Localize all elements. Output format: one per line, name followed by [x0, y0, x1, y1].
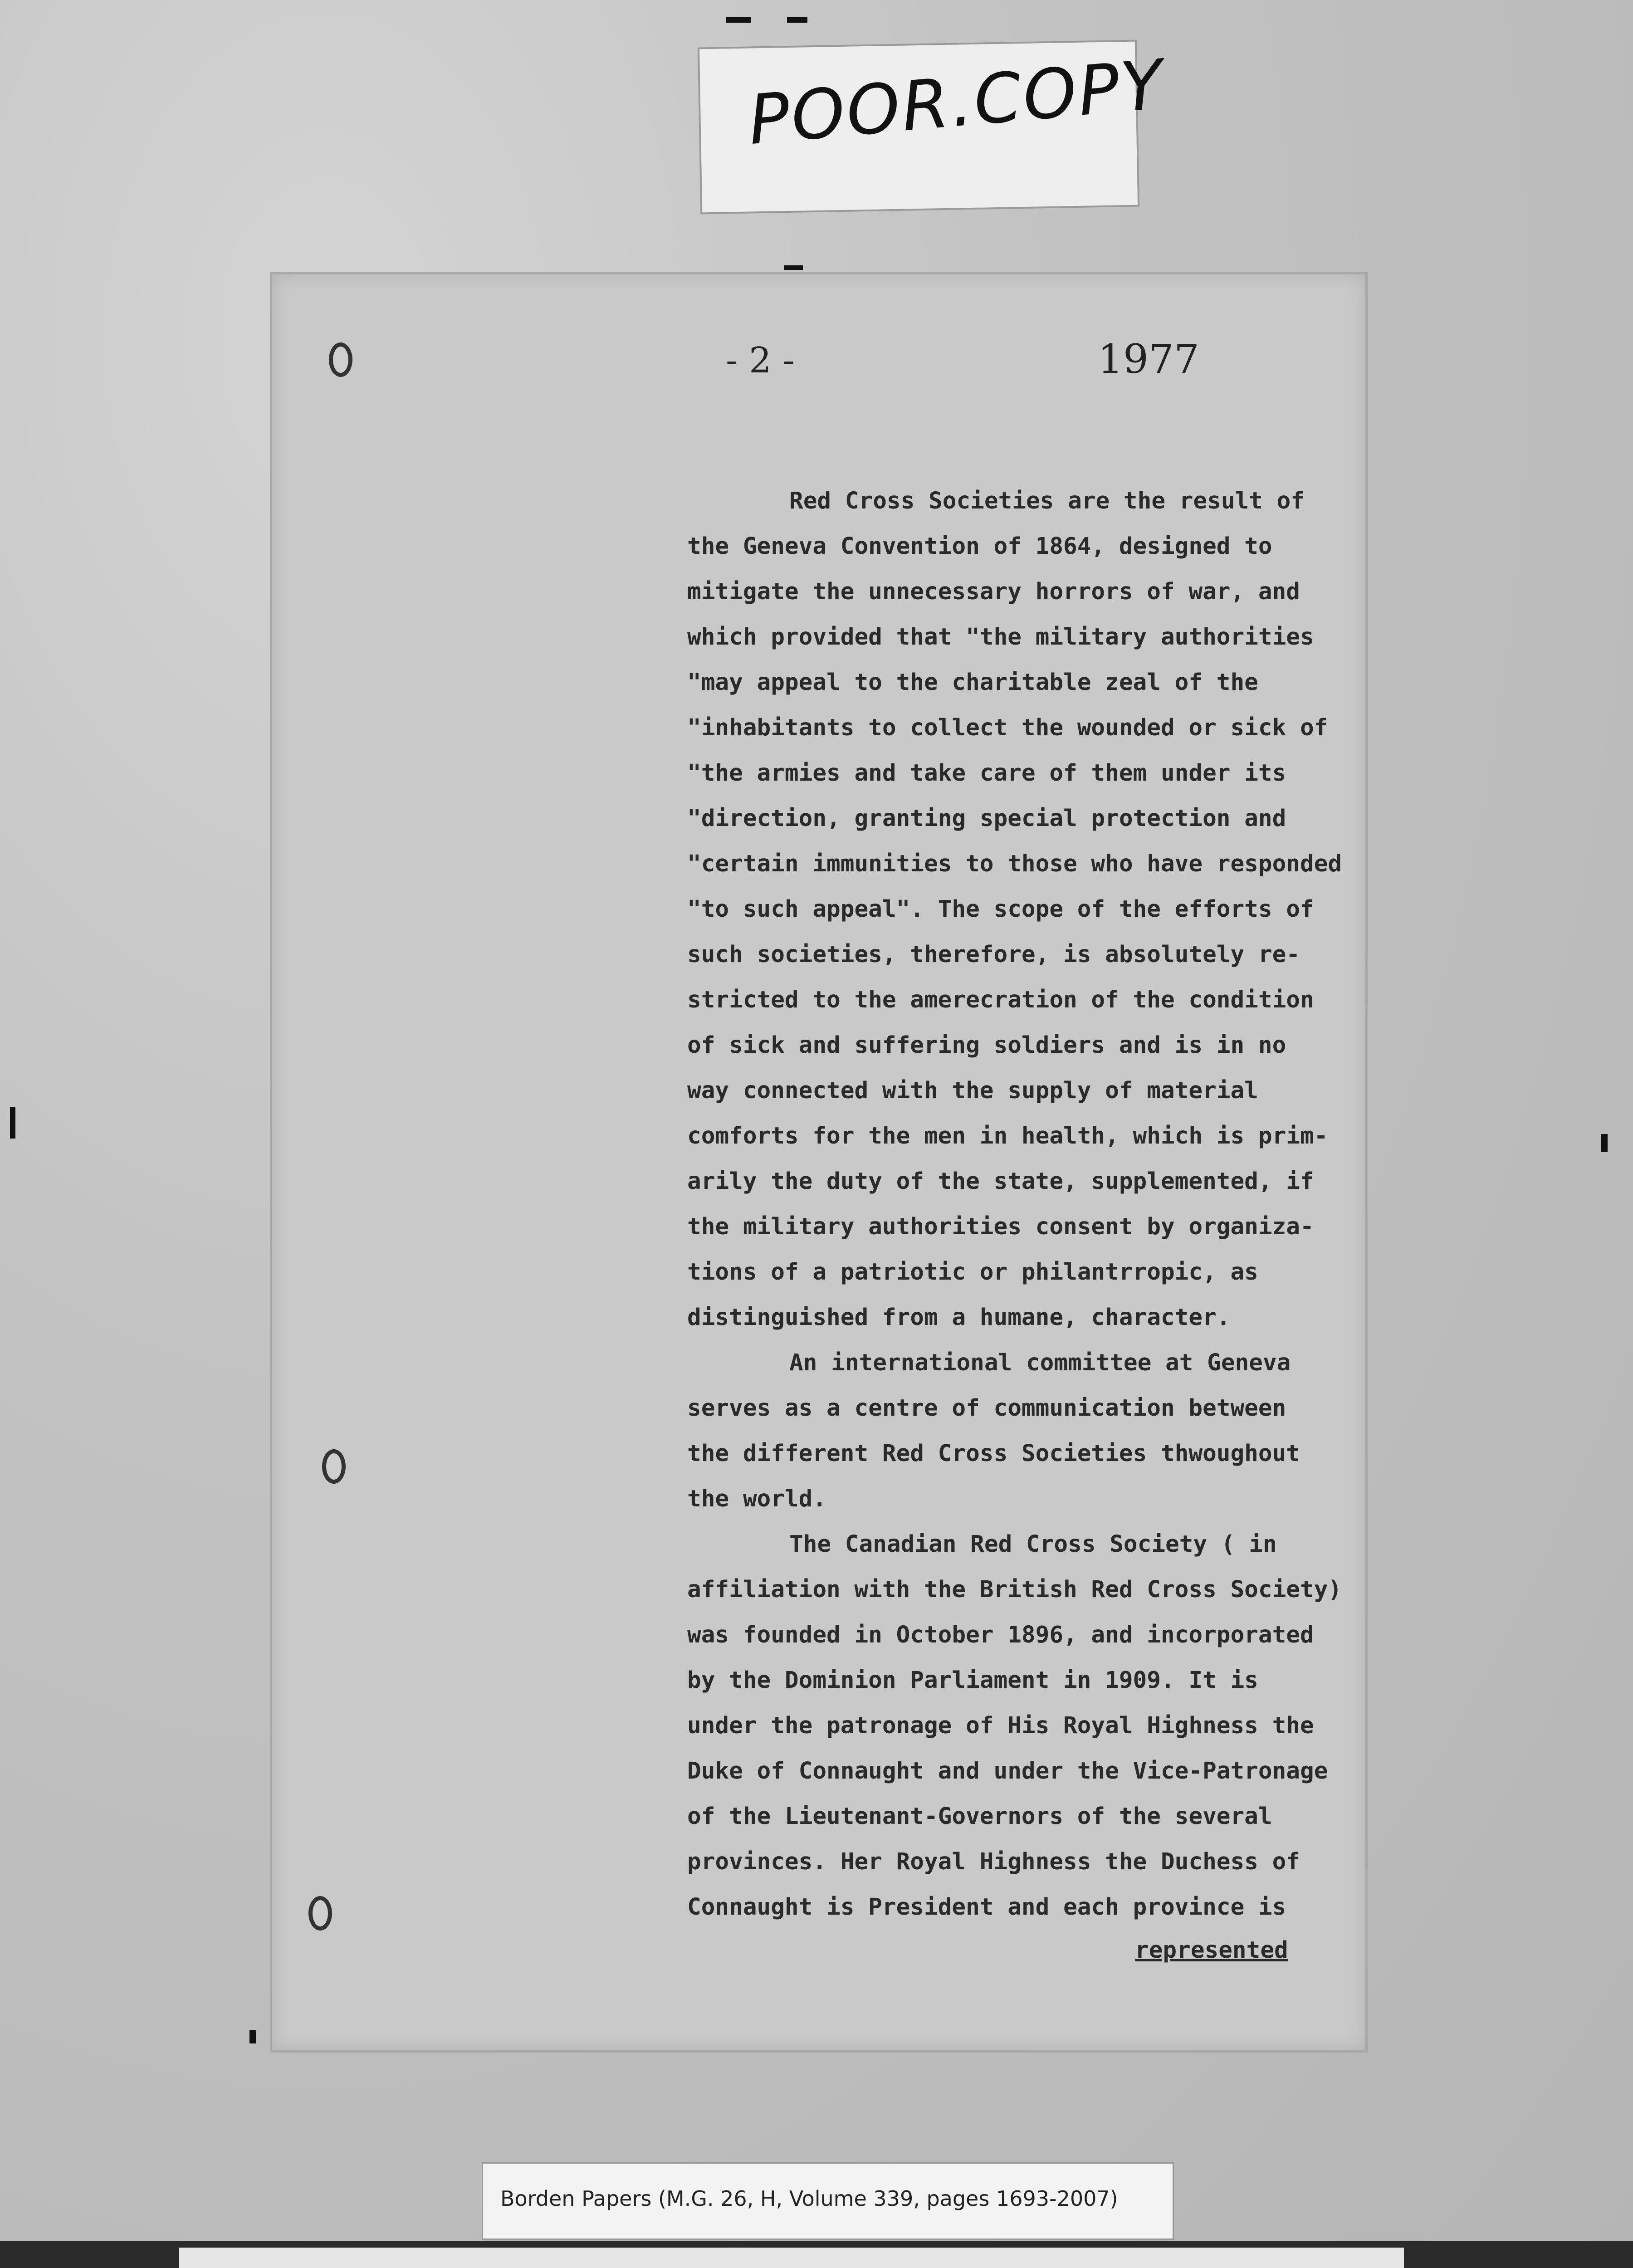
text-line: the military authorities consent by organiza- [687, 1213, 1314, 1240]
text-line: the Geneva Convention of 1864, designed to [687, 533, 1272, 560]
document-number: 1977 [1098, 336, 1199, 382]
text-line: mitigate the unnecessary horrors of war, and [687, 578, 1301, 605]
poor-copy-label: POOR.COPY [745, 45, 1168, 161]
catchword: represented [1135, 1937, 1288, 1964]
edge-mark [784, 265, 803, 270]
edge-mark [726, 17, 751, 23]
text-line: way connected with the supply of material [687, 1077, 1258, 1104]
text-line: "to such appeal". The scope of the efforts of [687, 896, 1314, 923]
citation-label [483, 2164, 1173, 2239]
text-line: "may appeal to the charitable zeal of the [687, 669, 1258, 696]
text-line: "certain immunities to those who have responded [687, 850, 1342, 877]
text-line: An international committee at Geneva [789, 1349, 1291, 1376]
text-line: arily the duty of the state, supplemented, if [687, 1168, 1314, 1195]
punch-hole [308, 1896, 332, 1931]
text-line: under the patronage of His Royal Highness the [687, 1712, 1314, 1739]
text-line: serves as a centre of communication between [687, 1395, 1286, 1422]
text-line: affiliation with the British Red Cross Society) [687, 1576, 1342, 1603]
punch-hole [322, 1449, 346, 1484]
text-line: the different Red Cross Societies thwoughout [687, 1440, 1301, 1467]
text-line: distinguished from a humane, character. [687, 1304, 1231, 1331]
text-line: tions of a patriotic or philantrropic, as [687, 1259, 1258, 1286]
text-line: of the Lieutenant-Governors of the several [687, 1803, 1272, 1830]
text-line: such societies, therefore, is absolutely re- [687, 941, 1301, 968]
citation-text: Borden Papers (M.G. 26, H, Volume 339, pages 1693-2007) [500, 2186, 1118, 2211]
text-line: Duke of Connaught and under the Vice-Patronage [687, 1758, 1328, 1784]
text-line: stricted to the amerecration of the condition [687, 987, 1314, 1013]
archives-card [179, 2248, 1404, 2268]
poor-copy-tag [699, 42, 1168, 213]
text-line: Connaught is President and each province is [687, 1894, 1286, 1921]
text-line: "direction, granting special protection and [687, 805, 1286, 832]
edge-mark [1601, 1134, 1608, 1152]
text-line: which provided that "the military authorities [687, 624, 1314, 650]
punch-hole [329, 342, 352, 377]
edge-mark [787, 17, 807, 23]
text-line: of sick and suffering soldiers and is in no [687, 1032, 1286, 1059]
text-line: Red Cross Societies are the result of [789, 488, 1305, 514]
page-number: - 2 - [726, 340, 795, 381]
text-line: The Canadian Red Cross Society ( in [789, 1531, 1277, 1558]
text-line: the world. [687, 1486, 827, 1512]
text-line: comforts for the men in health, which is prim- [687, 1123, 1328, 1149]
edge-mark [249, 2030, 256, 2043]
typed-page [272, 274, 1365, 2050]
edge-mark [10, 1107, 15, 1139]
text-line: "inhabitants to collect the wounded or sick of [687, 714, 1328, 741]
text-line: was founded in October 1896, and incorporated [687, 1622, 1314, 1648]
page-header [272, 336, 1365, 386]
text-line: "the armies and take care of them under its [687, 760, 1286, 787]
text-line: by the Dominion Parliament in 1909. It is [687, 1667, 1258, 1694]
letter-body [687, 479, 1359, 1930]
text-line: provinces. Her Royal Highness the Duchess of [687, 1848, 1301, 1875]
